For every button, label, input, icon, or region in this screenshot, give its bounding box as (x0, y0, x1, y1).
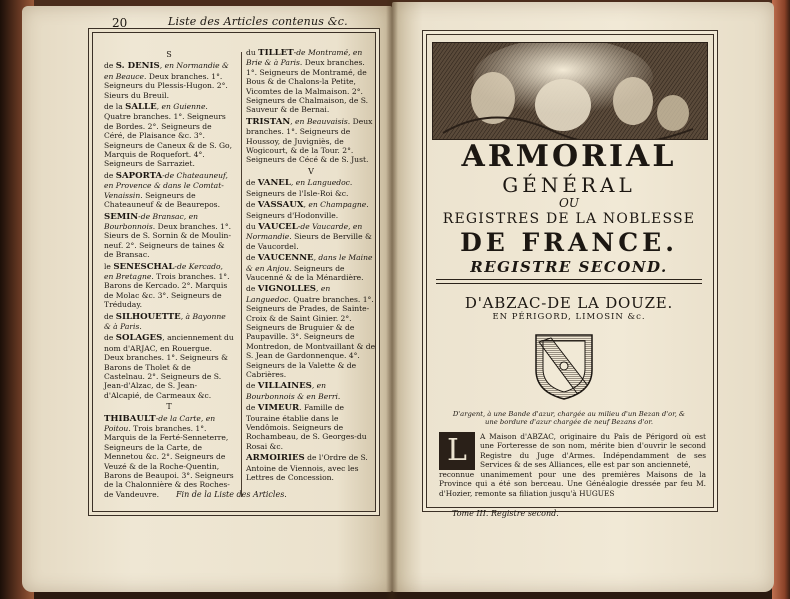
entry-place: -de Kercado, en Bretagne. (104, 261, 223, 281)
family-region: EN PÉRIGORD, LIMOSIN &c. (492, 312, 646, 322)
entry-prefix: du (246, 48, 259, 57)
end-note: Fin de la Liste des Articles. (176, 490, 287, 499)
article-entry (246, 453, 376, 482)
article-entry (104, 414, 234, 500)
entry-desc: Quatre branches. 1°. Seigneurs de Bordes. 2°. Seigneurs de Céré, de Plaisance &c. 3°. Seigneurs de Caneux & de S. Go, Marquis de Roquefort. 4°. Seigneurs de Sarraziet. (104, 112, 233, 169)
entry-desc: Sieurs de Berville & de Vaucordel. (246, 232, 372, 251)
entry-place: -de Montramé, en Brie & à Paris. (246, 48, 363, 68)
entry-name: TILLET (258, 48, 294, 58)
article-entry (104, 333, 234, 400)
entry-place: , en Normandie & en Beauce. (104, 61, 229, 81)
article-entry (104, 262, 234, 310)
entry-prefix: de (246, 403, 258, 413)
entry-prefix: de (104, 61, 116, 71)
engraving-headpiece-illustration (432, 42, 708, 140)
title-registres: REGISTRES DE LA NOBLESSE (442, 211, 696, 227)
entry-name: TRISTAN (246, 116, 291, 127)
body-paragraph-continued: reconnue unanimement pour une des premières Maisons de la Province qui a été son berceau. Une Généalogie dressée par feu M. d'Hozier, remonte sa filiation jusqu'à HUGUES (439, 470, 706, 498)
section-letter: V (308, 166, 314, 176)
entry-name: VILLAINES (257, 381, 312, 392)
entry-desc: Deux branches. 1°. Seigneurs de Houssoy, de Juvigniès, de Wogicourt, & de la Tour. 2°. Seigneurs de Cécé & de S. Just. (246, 116, 373, 165)
entry-name: SENESCHAL (113, 261, 175, 272)
entry-desc: Deux branches. 1°. Sieurs de S. Sornin & de Moulin-neuf. 2°. Seigneurs de taines & de Bransac. (104, 221, 232, 260)
article-entry (246, 48, 376, 115)
entry-prefix: de (246, 178, 258, 188)
entry-place: -de Bransac, en Bourbonnois. (104, 211, 199, 231)
entry-desc: Seigneurs de l'Isle-Roi &c. (246, 188, 349, 198)
entry-place: , en Guienne. (156, 102, 208, 112)
cherubs-engraving-icon (433, 43, 707, 139)
article-entry (246, 117, 376, 165)
entry-desc: Trois branches. 1°. Marquis de la Ferté-Senneterre, Seigneurs de la Carte, de Mennetou &c. 2°. Seigneurs de Veuzé & de la Roche-Quentin, Barons de Beaupoi. 3°. Seigneurs de la Chalonnière & des Roches-de Vandeuvre. (104, 424, 234, 499)
section-letter: T (166, 402, 172, 412)
title-registre-second: REGISTRE SECOND. (470, 258, 668, 276)
section-letter: S (166, 50, 172, 59)
entry-desc: Seigneurs de Chateauneuf & de Beaurepos. (104, 190, 220, 210)
article-entry (104, 61, 234, 100)
title-de-france: DE FRANCE. (460, 228, 678, 257)
entry-desc: Deux branches. 1°. Seigneurs du Plessis-Hugon. 2°. Sieurs du Breuil. (104, 71, 228, 100)
article-entry (246, 381, 376, 401)
entry-place: , en Beauvaisis. (290, 116, 351, 126)
title-armorial: ARMORIAL (461, 139, 677, 174)
entry-prefix: de (104, 311, 116, 321)
article-entry (104, 102, 234, 169)
body-paragraph-start: A Maison d'ABZAC, originaire du Païs de Périgord où est une Forteresse de son nom, mérite bien d'ouvrir le second Registre du Juge d'Armes. Indépendamment de ses Services & de ses Alliances, elle est par son ancienneté, (480, 432, 706, 469)
entry-place: -de la Carte, en Poitou. (104, 413, 216, 434)
entry-desc: de l'Ordre de S. Antoine de Viennois, avec les Lettres de Concession. (246, 453, 368, 483)
entry-desc: Seigneurs d'Hodonville. (246, 210, 339, 220)
entry-name: SALLE (125, 102, 157, 113)
entry-name: VIMEUR (257, 403, 300, 414)
book-gutter (386, 0, 398, 599)
entry-prefix: de (246, 200, 258, 210)
article-entry (104, 312, 234, 332)
entry-prefix: de la (104, 102, 126, 112)
article-entry (246, 222, 376, 251)
book-cover-right-edge (772, 0, 790, 599)
entry-prefix: de (246, 284, 258, 294)
title-general: GÉNÉRAL (502, 173, 636, 197)
entry-name: SOLAGES (115, 333, 163, 344)
title-block (428, 140, 710, 287)
entry-name: SEMIN (104, 211, 139, 222)
footer-signature: Tome III. Registre second. (452, 509, 559, 518)
article-entry (246, 284, 376, 379)
entry-name: VIGNOLLES (257, 284, 316, 295)
article-entry (246, 403, 376, 451)
entry-desc: Deux branches. 1°. Seigneurs de Montramé, de Bous & de Chalons-la Petite, Vicomtes de la Malmaison. 2°. Seigneurs de Chalmaison, de S. Sauveur & de Bernai. (246, 58, 369, 115)
entry-place: , en Champagne. (303, 200, 369, 210)
entry-place: -de Chateauneuf, en Provence & dans le Comtat-Venaissin. (104, 170, 228, 200)
article-entry (104, 212, 234, 260)
entry-name: SAPORTA (115, 170, 163, 181)
family-heading (428, 294, 710, 322)
article-list-column-2 (246, 48, 376, 484)
entry-place: , en Languedoc. (246, 284, 331, 304)
coat-of-arms-shield-icon (533, 332, 595, 402)
entry-name: THIBAULT (104, 413, 156, 424)
family-name: D'ABZAC-DE LA DOUZE. (464, 294, 674, 312)
entry-place: , dans le Maine & en Anjou. (246, 253, 373, 273)
article-list-column-1 (104, 48, 234, 501)
entry-desc: . Famille de Touraine établie dans le Vendômois. Seigneurs de Rochambeau, de S. Georges-du Rosai &c. (246, 403, 367, 451)
article-entry (104, 171, 234, 210)
entry-desc: Trois branches. 1°. Barons de Kercado. 2°. Marquis de Molac &c. 3°. Seigneurs de Tréduday. (104, 271, 230, 310)
entry-name: VANEL (257, 178, 291, 189)
title-rule (436, 279, 702, 284)
entry-prefix: de (246, 253, 258, 263)
entry-name: VASSAUX (257, 200, 304, 211)
column-divider (241, 52, 242, 497)
entry-place: -de Vaucarde, en Normandie. (246, 221, 363, 242)
title-ou: OU (559, 196, 579, 210)
entry-name: VAUCENNE (257, 253, 314, 264)
entry-desc: , anciennement du nom d'ARJAC, en Rouergue. Deux branches. 1°. Seigneurs & Barons de Tholet & de Castelnau. 2°. Seigneurs de S. Jean-d'Alzac, de S. Jean-d'Alcapié, de Carmeaux &c. (104, 333, 234, 400)
entry-prefix: du (246, 221, 259, 231)
article-entry (246, 200, 376, 220)
entry-prefix: le (104, 261, 114, 271)
drop-cap-initial: L (439, 432, 475, 470)
entry-prefix: de (104, 333, 116, 343)
entry-prefix: de (104, 170, 116, 180)
entry-prefix: de (246, 381, 258, 391)
entry-name: ARMOIRIES (246, 453, 305, 464)
entry-name: SILHOUETTE (115, 311, 181, 322)
entry-name: VAUCEL (258, 221, 298, 232)
entry-place: , en Bourbonnois & en Berri. (246, 381, 341, 401)
article-entry (246, 253, 376, 282)
entry-desc: Seigneurs de Vaucenné & de la Ménardière. (246, 263, 364, 282)
blazon-description: D'argent, à une Bande d'azur, chargée au milieu d'un Bezan d'or, & une bordure d'azur chargée de neuf Bezans d'or. (452, 410, 686, 427)
running-head: Liste des Articles contenus &c. (168, 15, 348, 28)
entry-place: , en Languedoc. (290, 178, 353, 188)
entry-desc: Quatre branches. 1°. Seigneurs de Prades, de Sainte-Croix & de Saint Ginier. 2°. Seigneurs de Bruguier & de Paupaville. 3°. Seigneurs de Montredon, de Montvaillant & de S. Jean de Gardonnenque. 4°. Seigneurs de la Valette & de Cabrières. (246, 294, 376, 379)
page-number: 20 (112, 16, 128, 30)
article-entry (246, 178, 376, 198)
entry-place: , à Bayonne & à Paris. (104, 311, 226, 331)
entry-name: S. DENIS (115, 61, 160, 72)
